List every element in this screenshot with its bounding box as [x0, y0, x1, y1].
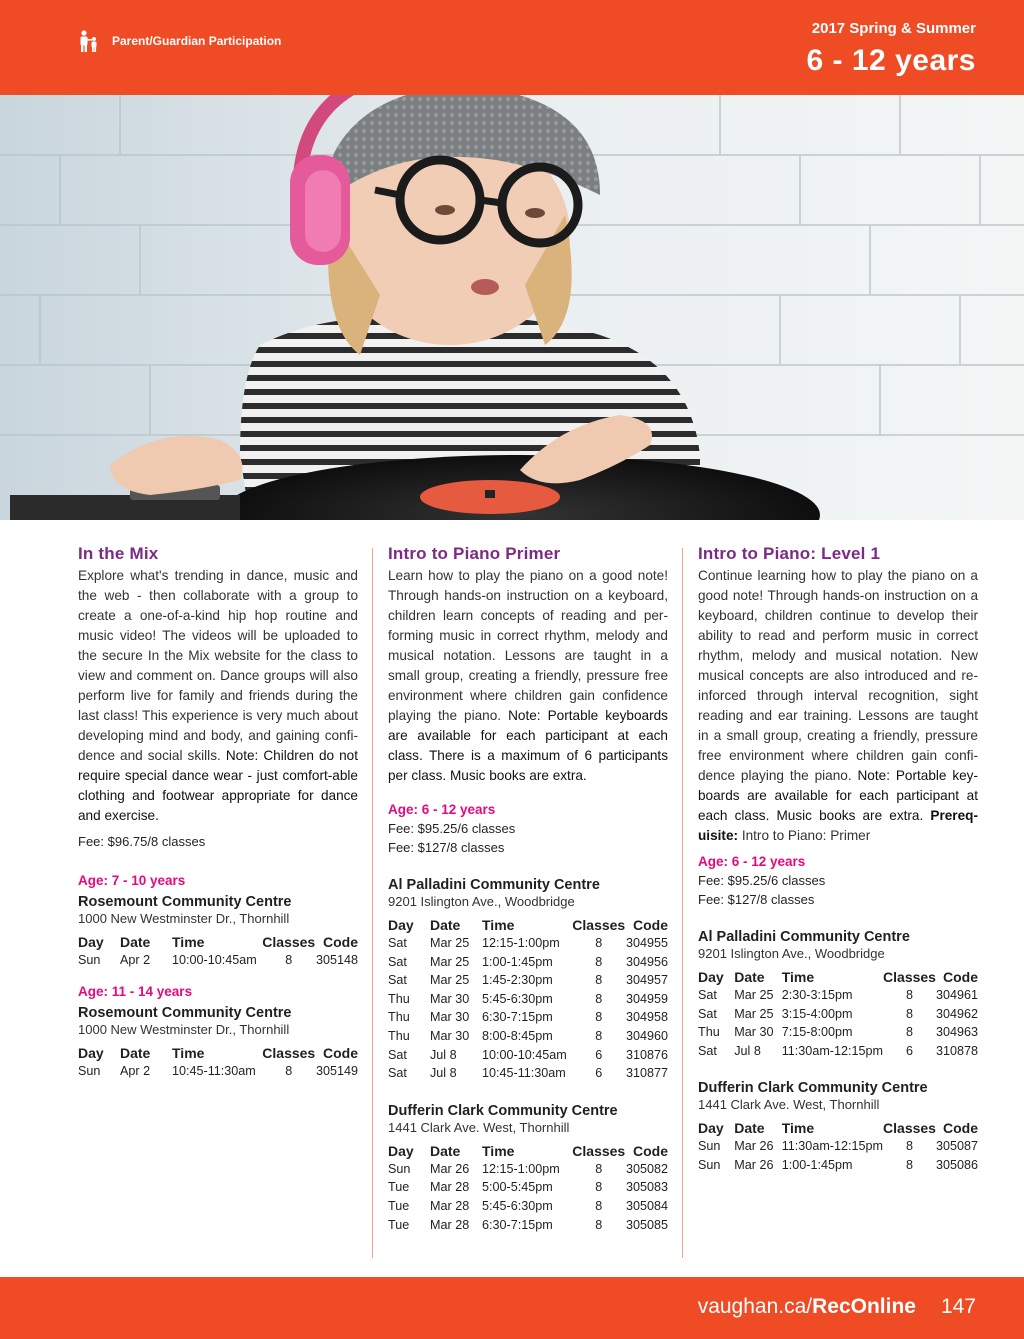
description-text: Explore what's trending in dance, music and the web - then collaborate with a group to create a one-of-a-kind hip hop routine and music video! The videos will be uploaded to the secure In the Mix website for the class to view and comment on. Dance groups will also perform live for family and friends during the last class! This experience is very much about developing mind and body, and gaining confi-dence and social skills. [78, 568, 358, 763]
cell-time: 11:30am-12:15pm [781, 1139, 884, 1154]
fee-line: Fee: $96.75/8 classes [78, 834, 206, 849]
table-row [388, 1064, 668, 1083]
cell-classes: 8 [905, 988, 913, 1002]
schedule-table [388, 915, 668, 1083]
cell-date: Mar 30 [734, 1025, 774, 1040]
col-header-date: Date [430, 1142, 461, 1159]
page-footer [0, 1277, 1024, 1339]
program-in-the-mix [78, 544, 358, 1080]
cell-date: Mar 25 [734, 988, 774, 1002]
program-intro-to-piano-level-1 [698, 544, 978, 1175]
table-row [388, 1178, 668, 1197]
col-header-day: Day [78, 1044, 104, 1061]
cell-code: 305148 [315, 953, 358, 967]
table-header-row [698, 1118, 978, 1137]
table-header-row [388, 1141, 668, 1160]
cell-time: 10:45-11:30am [482, 1066, 566, 1081]
cell-day: Sun [388, 1161, 411, 1176]
prerequisite-value: Intro to Piano: Primer [741, 828, 871, 843]
col-header-time: Time [482, 1142, 515, 1159]
table-row [78, 951, 358, 970]
description-text: Learn how to play the piano on a good note! Through hands-on instruction on a keyboard, children learn concepts of reading and per-forming music in correct rhythm, melody and musical notation. Lessons are taught in a small group, creating a friendly, pressure free environment where children gain confidence playing the piano. [388, 568, 668, 723]
col-header-date: Date [734, 969, 765, 985]
cell-day: Sun [78, 1063, 101, 1078]
cell-code: 305084 [625, 1198, 668, 1213]
cell-classes: 8 [905, 1006, 913, 1021]
cell-day: Thu [388, 1028, 410, 1043]
cell-classes: 8 [905, 1139, 913, 1154]
cell-code: 310878 [935, 1043, 978, 1058]
program-note: Note: Portable key-boards are available for each participant at each class. Music books are extra. [698, 768, 978, 823]
col-header-code: Code [323, 934, 358, 950]
cell-classes: 8 [595, 1161, 603, 1176]
cell-date: Mar 25 [430, 973, 470, 988]
col-header-classes: Classes [883, 1120, 936, 1137]
table-row [698, 1042, 978, 1061]
cell-code: 310877 [625, 1066, 668, 1081]
col-header-code: Code [323, 1044, 358, 1061]
col-header-day: Day [698, 969, 724, 985]
table-row [388, 1216, 668, 1235]
cell-day: Sun [698, 1139, 721, 1154]
age-label: Age: 6 - 12 years [698, 854, 806, 869]
age-label: Age: 6 - 12 years [388, 802, 496, 817]
cell-classes: 8 [595, 936, 603, 950]
cell-day: Tue [388, 1217, 410, 1232]
cell-code: 305083 [625, 1180, 668, 1195]
cell-classes: 8 [285, 953, 293, 967]
cell-time: 7:15-8:00pm [781, 1025, 853, 1040]
participation-indicator [78, 30, 281, 52]
cell-code: 304957 [625, 973, 668, 988]
cell-classes: 8 [595, 1198, 603, 1213]
cell-day: Sat [388, 1047, 407, 1062]
cell-time: 10:00-10:45am [172, 953, 257, 967]
reconline-link[interactable] [698, 1295, 916, 1319]
cell-day: Tue [388, 1180, 410, 1195]
season-label: 2017 Spring & Summer [811, 20, 976, 37]
venue-address: 1441 Clark Ave. West, Thornhill [388, 1119, 570, 1135]
table-row [388, 1027, 668, 1046]
cell-day: Thu [698, 1025, 720, 1040]
cell-time: 1:45-2:30pm [482, 973, 553, 988]
fee-line: Fee: $95.25/6 classes [698, 873, 826, 888]
cell-date: Mar 25 [734, 1006, 774, 1021]
fee-line: Fee: $127/8 classes [698, 892, 815, 907]
cell-date: Apr 2 [120, 1063, 151, 1078]
cell-code: 304963 [935, 1025, 978, 1040]
venue-name: Rosemount Community Centre [78, 1004, 292, 1021]
participation-label: Parent/Guardian Participation [112, 34, 282, 48]
table-row [388, 953, 668, 972]
program-title: Intro to Piano: Level 1 [698, 544, 881, 563]
cell-date: Mar 26 [734, 1157, 774, 1172]
table-row [698, 1137, 978, 1156]
cell-day: Sun [698, 1157, 721, 1172]
col-header-code: Code [633, 1142, 668, 1159]
cell-classes: 8 [595, 1028, 603, 1043]
cell-classes: 6 [905, 1043, 913, 1058]
cell-time: 3:15-4:00pm [781, 1006, 853, 1021]
col-header-time: Time [781, 969, 815, 985]
cell-classes: 8 [595, 1217, 603, 1232]
cell-date: Mar 30 [430, 991, 470, 1006]
cell-date: Jul 8 [430, 1066, 457, 1081]
venue-name: Rosemount Community Centre [78, 894, 292, 910]
table-row [388, 1160, 668, 1179]
cell-date: Jul 8 [430, 1047, 457, 1062]
cell-time: 1:00-1:45pm [781, 1157, 853, 1172]
col-header-classes: Classes [262, 1044, 316, 1061]
fee-line: Fee: $127/8 classes [388, 840, 505, 855]
url-prefix: vaughan.ca/ [697, 1295, 813, 1318]
cell-classes: 8 [595, 1180, 603, 1195]
table-header-row [388, 915, 668, 934]
cell-date: Mar 26 [734, 1139, 774, 1154]
cell-code: 304959 [625, 991, 668, 1006]
cell-date: Mar 28 [430, 1198, 470, 1213]
schedule-table [78, 932, 358, 970]
cell-code: 304955 [625, 936, 668, 950]
cell-day: Sat [698, 988, 717, 1002]
cell-classes: 8 [905, 1157, 913, 1172]
cell-day: Thu [388, 991, 410, 1006]
cell-time: 5:00-5:45pm [482, 1180, 553, 1195]
program-description [698, 566, 978, 846]
col-header-date: Date [734, 1120, 765, 1137]
cell-time: 10:00-10:45am [482, 1047, 567, 1062]
col-header-day: Day [388, 1142, 414, 1159]
cell-day: Sat [388, 936, 407, 950]
col-header-day: Day [78, 934, 104, 950]
cell-classes: 6 [595, 1066, 603, 1081]
cell-time: 1:00-1:45pm [482, 954, 553, 969]
child-dj-illustration [0, 95, 1024, 520]
cell-day: Sat [388, 1066, 407, 1081]
fee-line: Fee: $95.25/6 classes [388, 821, 516, 836]
cell-code: 305085 [625, 1217, 668, 1232]
age-label: Age: 11 - 14 years [78, 983, 193, 999]
cell-day: Thu [388, 1010, 410, 1025]
cell-code: 304962 [935, 1006, 978, 1021]
cell-classes: 8 [595, 1010, 603, 1025]
program-description [388, 566, 668, 786]
column-divider [682, 548, 683, 1258]
column-divider [372, 548, 373, 1258]
cell-date: Mar 25 [430, 936, 470, 950]
cell-time: 5:45-6:30pm [482, 1198, 553, 1213]
cell-day: Tue [388, 1198, 410, 1213]
cell-time: 6:30-7:15pm [482, 1217, 553, 1232]
cell-day: Sat [388, 954, 407, 969]
cell-time: 12:15-1:00pm [482, 1161, 560, 1176]
venue-name: Al Palladini Community Centre [388, 877, 600, 893]
table-row [388, 934, 668, 953]
cell-time: 5:45-6:30pm [482, 991, 553, 1006]
program-title: Intro to Piano Primer [388, 544, 561, 563]
table-header-row [78, 1043, 358, 1062]
venue-address: 9201 Islington Ave., Woodbridge [388, 894, 575, 909]
col-header-time: Time [172, 934, 205, 950]
program-description [78, 566, 358, 826]
col-header-classes: Classes [262, 934, 316, 950]
cell-code: 304958 [625, 1010, 668, 1025]
cell-time: 11:30am-12:15pm [781, 1043, 884, 1058]
url-bold: RecOnline [812, 1295, 916, 1318]
venue-name: Al Palladini Community Centre [698, 929, 910, 945]
venue-address: 9201 Islington Ave., Woodbridge [698, 946, 885, 961]
cell-code: 305149 [315, 1063, 358, 1078]
cell-classes: 8 [595, 991, 603, 1006]
col-header-date: Date [430, 917, 461, 933]
cell-time: 2:30-3:15pm [781, 988, 853, 1002]
col-header-day: Day [388, 917, 414, 933]
cell-day: Sat [698, 1043, 717, 1058]
table-row [388, 990, 668, 1009]
table-row [388, 971, 668, 990]
venue-address: 1000 New Westminster Dr., Thornhill [78, 1021, 290, 1037]
cell-classes: 8 [595, 973, 603, 988]
col-header-date: Date [120, 934, 151, 950]
page-number: 147 [940, 1295, 976, 1318]
col-header-code: Code [633, 917, 668, 933]
venue-name: Dufferin Clark Community Centre [698, 1080, 928, 1097]
program-intro-to-piano-primer [388, 544, 668, 1234]
schedule-table [388, 1141, 668, 1234]
cell-classes: 8 [905, 1025, 913, 1040]
cell-time: 10:45-11:30am [172, 1063, 256, 1078]
table-row [388, 1008, 668, 1027]
page-header [0, 0, 1024, 95]
col-header-time: Time [172, 1044, 205, 1061]
table-row [78, 1062, 358, 1081]
table-row [698, 1023, 978, 1042]
venue-address: 1000 New Westminster Dr., Thornhill [78, 911, 290, 926]
table-header-row [78, 932, 358, 951]
cell-time: 8:00-8:45pm [482, 1028, 553, 1043]
cell-day: Sat [698, 1006, 717, 1021]
venue-name: Dufferin Clark Community Centre [388, 1102, 618, 1119]
schedule-table [698, 967, 978, 1060]
table-row [698, 1156, 978, 1175]
cell-code: 304956 [625, 954, 668, 969]
col-header-classes: Classes [883, 969, 936, 985]
cell-code: 305086 [935, 1157, 978, 1172]
prerequisite-label: Prereq-uisite: [698, 808, 978, 843]
cell-date: Mar 25 [430, 954, 470, 969]
col-header-code: Code [943, 1120, 978, 1137]
cell-date: Jul 8 [734, 1043, 761, 1058]
cell-code: 310876 [625, 1047, 668, 1062]
cell-classes: 8 [285, 1063, 293, 1078]
cell-date: Mar 30 [430, 1028, 470, 1043]
cell-classes: 6 [595, 1047, 603, 1062]
cell-classes: 8 [595, 954, 603, 969]
table-header-row [698, 967, 978, 986]
table-row [388, 1046, 668, 1065]
cell-time: 6:30-7:15pm [482, 1010, 553, 1025]
description-text: Continue learning how to play the piano on a good note! Through hands-on instruction on a keyboard, children continue to develop their ability to read and perform music in correct rhythm, melody and musical notation. New musical concepts are also introduced and re-inforced through interval recognition, sight reading and ear training. Lessons are taught in a small group, creating a friendly, pressure free environment where children gain confi-dence playing the piano. [698, 568, 978, 783]
col-header-date: Date [120, 1044, 151, 1061]
cell-time: 12:15-1:00pm [482, 936, 560, 950]
cell-code: 305087 [935, 1139, 978, 1154]
parent-child-icon [78, 30, 102, 52]
table-row [698, 1005, 978, 1024]
cell-date: Mar 26 [430, 1161, 470, 1176]
hero-photo [0, 95, 1024, 520]
cell-date: Mar 30 [430, 1010, 470, 1025]
age-range-heading: 6 - 12 years [806, 44, 976, 77]
cell-code: 304960 [625, 1028, 668, 1043]
venue-address: 1441 Clark Ave. West, Thornhill [698, 1097, 880, 1113]
schedule-table [78, 1043, 358, 1081]
cell-day: Sun [78, 953, 101, 967]
col-header-day: Day [698, 1120, 724, 1137]
cell-code: 305082 [625, 1161, 668, 1176]
col-header-time: Time [482, 917, 515, 933]
table-row [698, 986, 978, 1005]
cell-date: Mar 28 [430, 1180, 470, 1195]
col-header-time: Time [781, 1120, 815, 1137]
cell-day: Sat [388, 973, 407, 988]
cell-date: Apr 2 [120, 953, 151, 967]
schedule-table [698, 1118, 978, 1174]
col-header-classes: Classes [572, 1142, 626, 1159]
program-title: In the Mix [78, 544, 159, 563]
age-label: Age: 7 - 10 years [78, 873, 186, 888]
table-row [388, 1197, 668, 1216]
col-header-classes: Classes [572, 917, 626, 933]
program-note: Note: Portable keyboards are available for each participant at each class. There is a maximum of 6 participants per class. Music books are extra. [388, 708, 668, 783]
program-note: Note: Children do not require special dance wear - just comfort-able clothing and footwear appropriate for dance and exercise. [78, 748, 359, 823]
col-header-code: Code [943, 969, 978, 985]
cell-code: 304961 [935, 988, 978, 1002]
cell-date: Mar 28 [430, 1217, 470, 1232]
